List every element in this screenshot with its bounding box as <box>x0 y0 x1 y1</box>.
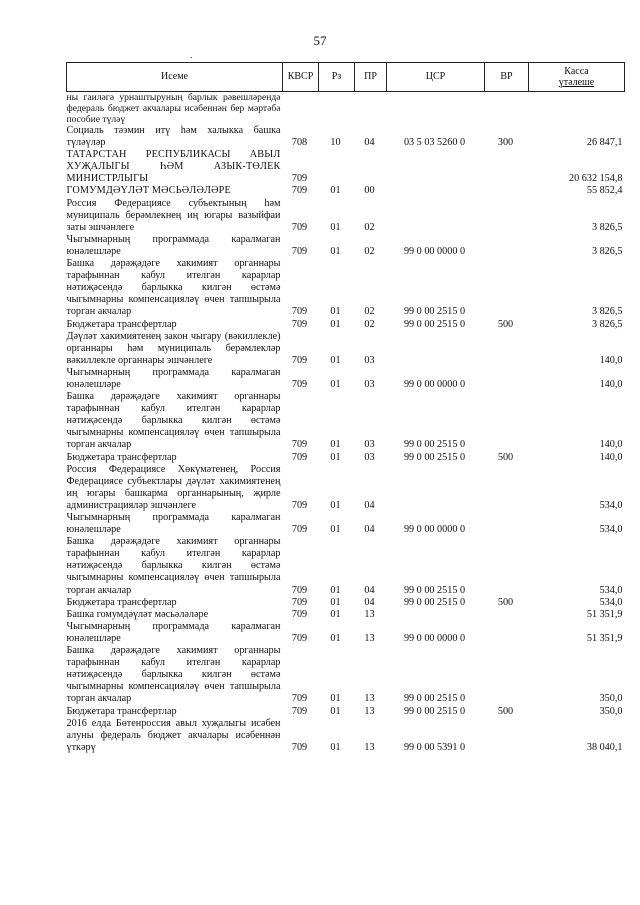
cell-csr <box>387 149 485 185</box>
cell-name: Бюджетара трансфертлар <box>66 705 177 717</box>
table-row <box>67 258 625 318</box>
cell-kassa: 20 632 154,8 <box>569 173 623 185</box>
cell-name: ГОМУМДӘҮЛӘТ МӘСЬӘЛӘЛӘРЕ <box>66 185 231 197</box>
cell-kassa: 140,0 <box>599 378 623 390</box>
header-kassa <box>529 63 625 92</box>
cell-pr: 03 <box>364 378 375 390</box>
cell-name: ны гаиләгә урнаштыруның барлык рәвешләрендә федераль бюджет акчалары исәбеннән бер мәртәбә пособие түләү <box>66 92 281 125</box>
cell-name: Башка дәрәҗәдәге хакимият органнары тарафыннан кабул ителгән карарлар нәтиҗәсендә барлыкка килгән өстәмә чыгымнарны компенсацияләү өчен тапшырыла торган акчалар <box>66 645 281 705</box>
cell-rz: 01 <box>330 584 341 596</box>
table-row <box>67 536 625 596</box>
cell-vr <box>485 512 529 536</box>
cell-kassa: 140,0 <box>599 439 623 451</box>
cell-name: Бюджетара трансфертлар <box>66 318 177 330</box>
cell-rz: 01 <box>330 378 341 390</box>
cell-vr <box>485 198 529 234</box>
cell-name: Россия Федерациясе Хөкүмәтенең, Россия Федерациясе субъектлары дәүләт хакимиятенең иң югары башкарма органнарының, җирле администрацияләр эшчәнлеге <box>66 463 281 511</box>
cell-csr: 99 0 00 0000 0 <box>403 524 466 536</box>
cell-rz: 01 <box>330 451 341 463</box>
cell-vr: 500 <box>497 451 514 463</box>
cell-csr: 03 5 03 5260 0 <box>403 137 466 149</box>
cell-vr <box>485 718 529 754</box>
cell-pr <box>355 92 387 126</box>
cell-name: Башка дәрәҗәдәге хакимият органнары тарафыннан кабул ителгән карарлар нәтиҗәсендә барлыкка килгән өстәмә чыгымнарны компенсацияләү өчен тапшырыла торган акчалар <box>66 536 281 596</box>
table-row <box>67 452 625 464</box>
cell-pr: 02 <box>364 245 375 257</box>
cell-rz: 01 <box>330 632 341 644</box>
cell-kassa: 3 826,5 <box>591 245 623 257</box>
cell-kvsr: 709 <box>291 354 308 366</box>
cell-kassa: 55 852,4 <box>586 185 623 197</box>
cell-rz: 10 <box>330 137 341 149</box>
header-kassa-line2: үтәлеше <box>558 77 595 88</box>
cell-vr <box>485 536 529 596</box>
cell-csr: 99 0 00 2515 0 <box>403 439 466 451</box>
table-row <box>67 149 625 185</box>
cell-pr: 04 <box>364 137 375 149</box>
header-name: Исеме <box>67 63 283 92</box>
cell-vr <box>485 92 529 126</box>
table-row <box>67 185 625 197</box>
cell-name: Чыгымнарның программада каралмаган юнәлешләре <box>66 512 281 536</box>
cell-name: Чыгымнарның программада каралмаган юнәлешләре <box>66 620 281 644</box>
table-row <box>67 234 625 258</box>
cell-kvsr: 709 <box>291 596 308 608</box>
cell-csr: 99 0 00 2515 0 <box>403 318 466 330</box>
cell-kvsr: 709 <box>291 705 308 717</box>
cell-name: Дәүләт хакимиятенең закон чыгару (вәкиллекле) органнары һәм муниципаль берәмлекләр вәкиллекле органнары эшчәнлеге <box>66 330 281 366</box>
table-row <box>67 92 625 126</box>
table-row <box>67 331 625 367</box>
cell-vr <box>485 367 529 391</box>
cell-name: Чыгымнарның программада каралмаган юнәлешләре <box>66 233 281 257</box>
cell-csr: 99 0 00 2515 0 <box>403 306 466 318</box>
cell-kassa: 38 040,1 <box>586 741 623 753</box>
cell-rz: 01 <box>330 608 341 620</box>
margin-dot: . <box>190 50 193 60</box>
cell-rz: 01 <box>330 318 341 330</box>
cell-pr: 03 <box>364 354 375 366</box>
cell-pr: 02 <box>364 318 375 330</box>
cell-name: Социаль тәэмин итү һәм халыкка башка түләүләр <box>66 125 281 149</box>
header-kvsr: КВСР <box>283 63 319 92</box>
table-row <box>67 621 625 645</box>
cell-csr: 99 0 00 2515 0 <box>403 596 466 608</box>
cell-vr: 300 <box>497 137 514 149</box>
cell-kassa: 3 826,5 <box>591 306 623 318</box>
cell-csr: 99 0 00 5391 0 <box>403 741 466 753</box>
cell-csr: 99 0 00 2515 0 <box>403 693 466 705</box>
cell-kvsr: 709 <box>291 741 308 753</box>
cell-vr <box>485 645 529 705</box>
cell-vr: 500 <box>497 318 514 330</box>
cell-csr: 99 0 00 0000 0 <box>403 245 466 257</box>
cell-kassa: 350,0 <box>599 693 623 705</box>
cell-csr: 99 0 00 0000 0 <box>403 632 466 644</box>
cell-pr <box>355 149 387 185</box>
cell-rz: 01 <box>330 245 341 257</box>
cell-kassa: 26 847,1 <box>586 137 623 149</box>
cell-csr <box>387 464 485 512</box>
cell-name: Россия Федерациясе субъектының һәм муниципаль берәмлекнең иң югары вазыйфаи заты эшчәнлеге <box>66 197 281 233</box>
table-header-row <box>67 63 625 92</box>
cell-vr <box>485 149 529 185</box>
table-row <box>67 609 625 621</box>
header-kassa-line1: Касса <box>564 65 589 77</box>
cell-kvsr: 709 <box>291 499 308 511</box>
cell-kassa: 534,0 <box>599 596 623 608</box>
cell-rz: 01 <box>330 741 341 753</box>
cell-rz: 01 <box>330 306 341 318</box>
cell-rz: 01 <box>330 185 341 197</box>
cell-rz: 01 <box>330 499 341 511</box>
table-row <box>67 718 625 754</box>
cell-kvsr: 709 <box>291 185 308 197</box>
header-pr: ПР <box>355 63 387 92</box>
cell-vr: 500 <box>497 705 514 717</box>
table-row <box>67 198 625 234</box>
cell-csr <box>387 331 485 367</box>
cell-vr <box>485 621 529 645</box>
cell-csr <box>387 92 485 126</box>
cell-kvsr: 709 <box>291 378 308 390</box>
cell-pr: 13 <box>364 632 375 644</box>
cell-pr: 04 <box>364 499 375 511</box>
cell-kvsr: 709 <box>291 318 308 330</box>
cell-name: Башка дәрәҗәдәге хакимият органнары тарафыннан кабул ителгән карарлар нәтиҗәсендә барлыкка килгән өстәмә чыгымнарны компенсацияләү өчен тапшырыла торган акчалар <box>66 391 281 451</box>
table-row <box>67 319 625 331</box>
cell-kvsr: 709 <box>291 306 308 318</box>
cell-kvsr: 709 <box>291 173 308 185</box>
cell-kvsr: 709 <box>291 221 308 233</box>
cell-rz: 01 <box>330 221 341 233</box>
cell-kvsr: 709 <box>291 524 308 536</box>
cell-rz: 01 <box>330 354 341 366</box>
cell-kassa: 140,0 <box>599 451 623 463</box>
cell-kassa: 51 351,9 <box>586 632 623 644</box>
cell-pr: 00 <box>364 185 375 197</box>
page-number: 57 <box>313 33 327 48</box>
cell-pr: 03 <box>364 451 375 463</box>
table-row <box>67 645 625 705</box>
cell-name: Бюджетара трансфертлар <box>66 451 177 463</box>
cell-pr: 02 <box>364 221 375 233</box>
cell-csr: 99 0 00 2515 0 <box>403 451 466 463</box>
cell-rz: 01 <box>330 596 341 608</box>
cell-kvsr: 709 <box>291 632 308 644</box>
cell-pr: 04 <box>364 584 375 596</box>
cell-pr: 13 <box>364 741 375 753</box>
cell-csr: 99 0 00 2515 0 <box>403 584 466 596</box>
cell-kassa: 51 351,9 <box>586 608 623 620</box>
cell-name: 2016 елда Бөтенроссия авыл хуҗалыгы исәбен алуны федераль бюджет акчалары исәбеннән үткәрү <box>66 717 281 753</box>
cell-name: Бюджетара трансфертлар <box>66 596 177 608</box>
cell-vr <box>485 331 529 367</box>
cell-vr <box>485 391 529 451</box>
cell-csr: 99 0 00 2515 0 <box>403 705 466 717</box>
table-row <box>67 706 625 718</box>
cell-kvsr: 709 <box>291 693 308 705</box>
cell-rz: 01 <box>330 524 341 536</box>
header-rz: Рз <box>319 63 355 92</box>
cell-kvsr <box>283 92 319 126</box>
cell-kvsr: 709 <box>291 584 308 596</box>
table-row <box>67 464 625 512</box>
table-row <box>67 597 625 609</box>
cell-kvsr: 708 <box>291 137 308 149</box>
cell-name: Башка гомумдәүләт мәсьәләләре <box>66 608 209 620</box>
cell-pr: 04 <box>364 524 375 536</box>
table-body <box>67 92 625 754</box>
cell-kvsr: 709 <box>291 439 308 451</box>
cell-pr: 13 <box>364 608 375 620</box>
table-row <box>67 391 625 451</box>
cell-csr <box>387 198 485 234</box>
cell-rz: 01 <box>330 705 341 717</box>
cell-pr: 13 <box>364 693 375 705</box>
table-row <box>67 367 625 391</box>
cell-name: ТАТАРСТАН РЕСПУБЛИКАСЫ АВЫЛ ХУҖАЛЫГЫ ҺӘМ АЗЫК-ТӨЛЕК МИНИСТРЛЫГЫ <box>66 149 281 185</box>
cell-pr: 04 <box>364 596 375 608</box>
cell-csr <box>387 185 485 197</box>
header-csr: ЦСР <box>387 63 485 92</box>
cell-vr <box>485 609 529 621</box>
header-vr: ВР <box>485 63 529 92</box>
cell-rz <box>319 149 355 185</box>
cell-kassa: 534,0 <box>599 584 623 596</box>
cell-kassa: 3 826,5 <box>591 318 623 330</box>
cell-kassa: 350,0 <box>599 705 623 717</box>
cell-kassa: 534,0 <box>599 499 623 511</box>
table-row <box>67 512 625 536</box>
cell-name: Чыгымнарның программада каралмаган юнәлешләре <box>66 366 281 390</box>
cell-rz <box>319 92 355 126</box>
cell-pr: 03 <box>364 439 375 451</box>
cell-pr: 02 <box>364 306 375 318</box>
cell-kvsr: 709 <box>291 245 308 257</box>
cell-kassa <box>529 92 625 126</box>
cell-csr: 99 0 00 0000 0 <box>403 378 466 390</box>
table-row <box>67 125 625 149</box>
cell-kassa: 534,0 <box>599 524 623 536</box>
cell-vr: 500 <box>497 596 514 608</box>
cell-vr <box>485 234 529 258</box>
cell-csr <box>387 609 485 621</box>
cell-rz: 01 <box>330 439 341 451</box>
cell-kassa: 3 826,5 <box>591 221 623 233</box>
cell-name: Башка дәрәҗәдәге хакимият органнары тарафыннан кабул ителгән карарлар нәтиҗәсендә барлыкка килгән өстәмә чыгымнарны компенсацияләү өчен тапшырыла торган акчалар <box>66 258 281 318</box>
cell-vr <box>485 185 529 197</box>
cell-vr <box>485 464 529 512</box>
cell-vr <box>485 258 529 318</box>
cell-kvsr: 709 <box>291 608 308 620</box>
cell-kvsr: 709 <box>291 451 308 463</box>
cell-kassa: 140,0 <box>599 354 623 366</box>
cell-rz: 01 <box>330 693 341 705</box>
budget-table <box>66 62 625 754</box>
cell-pr: 13 <box>364 705 375 717</box>
